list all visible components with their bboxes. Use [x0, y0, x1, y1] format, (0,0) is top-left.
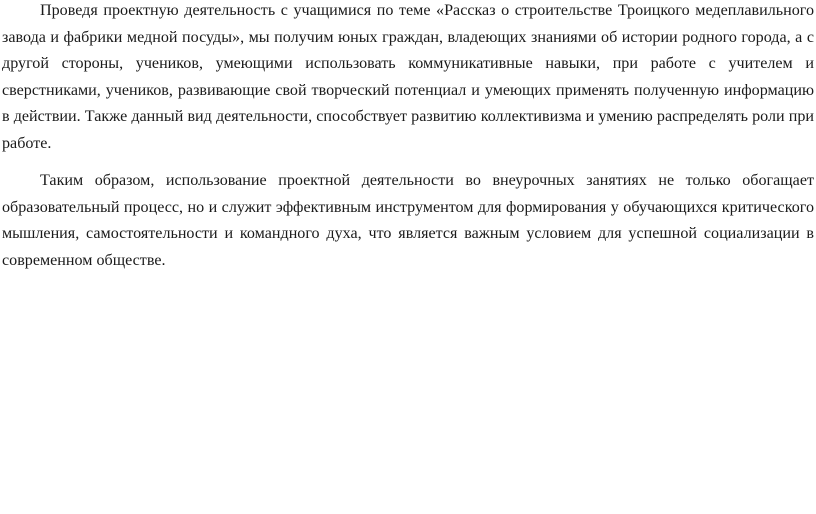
paragraph-conclusion: Таким образом, использование проектной деятельности во внеурочных занятиях не только обогащает образовательный процесс, но и служит эффективным инструментом для формирования у обучающихся критического мышления, самостоятельности и командного духа, что является важным условием для успешной социализации в современном обществе.: [2, 172, 814, 269]
paragraph-project-results: Проведя проектную деятельность с учащимися по теме «Рассказ о строительстве Троицкого медеплавильного завода и фабрики медной посуды», мы получим юных граждан, владеющих знаниями об истории родного города, а с другой стороны, учеников, умеющими использовать коммуникативные навыки, при работе с учителем и сверстниками, учеников, развивающие свой творческий потенциал и умеющих применять полученную информацию в действии. Также данный вид деятельности, способствует развитию коллективизма и умению распределять роли при работе.: [2, 2, 814, 152]
